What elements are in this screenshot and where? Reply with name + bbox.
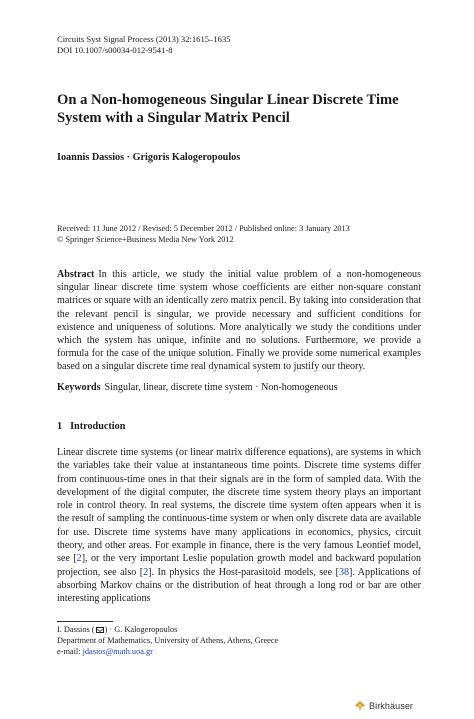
email-label: e-mail:: [57, 646, 81, 656]
paper-title: [57, 92, 427, 127]
abstract: [57, 268, 421, 374]
email-line: [57, 647, 278, 658]
doi-line: DOI 10.1007/s00034-012-9541-8: [57, 45, 173, 55]
section-title: Introduction: [70, 421, 126, 432]
email-link[interactable]: jdasios@math.uoa.gr: [82, 646, 153, 656]
title-line-1: On a Non-homogeneous Singular Linear Discrete Time: [57, 92, 399, 108]
footnote-authors-suffix: ) · G. Kalogeropoulos: [104, 625, 178, 634]
citation-link[interactable]: 2: [143, 566, 149, 578]
section-heading: [57, 421, 125, 432]
footnote-authors: [57, 625, 278, 636]
section-number: 1: [57, 421, 63, 432]
citation-link[interactable]: 2: [76, 553, 82, 565]
affiliation: Department of Mathematics, University of Athens, Athens, Greece: [57, 635, 279, 645]
intro-text-1: Linear discrete time systems (or linear matrix difference equations), are systems in which the variables take their value at instantaneous time points. Discrete time systems differ from continuous-time ones in that their signals are in the form of sampled data. With the development of the digital computer, the discrete time system theory plays an important role in control theory. In real systems, the discrete time system often appears when it is the result of sampling the continuous-time system or when only discrete data are available for use. Discrete time systems have many applications in economics, physics, circuit theory, and other areas. For example in finance, there is the very famous Leontief model, see [: [57, 447, 421, 565]
footnote-rule: [57, 621, 113, 622]
keywords-label: Keywords: [57, 382, 101, 393]
publisher-mark: [354, 700, 413, 712]
footnote: [57, 625, 278, 657]
footnote-authors-prefix: I. Dassios (: [57, 625, 95, 634]
abstract-text: In this article, we study the initial value problem of a non-homogeneous singular linear discrete time system whose coefficients are either non-square constant matrices or square with an identically zero matrix pencil. By taking into consideration that the relevant pencil is singular, we provide necessary and sufficient conditions for existence and uniqueness of solutions. More analytically we study the conditions under which the system has unique, infinite and no solutions. Furthermore, we provide a formula for the case of the unique solution. Finally we provide some numerical examples based on a singular discrete time real dynamical system to justify our theory.: [57, 269, 421, 373]
introduction-paragraph: [57, 446, 421, 606]
envelope-icon: [96, 627, 104, 633]
journal-header: [57, 34, 231, 56]
keywords-text: Singular, linear, discrete time system · Non-homogeneous: [104, 382, 338, 393]
abstract-label: Abstract: [57, 269, 95, 280]
copyright-line: © Springer Science+Business Media New York 2012: [57, 235, 234, 244]
publisher-name: Birkhäuser: [369, 701, 414, 711]
journal-citation: Circuits Syst Signal Process (2013) 32:1615–1635: [57, 34, 231, 44]
intro-text-3: ]. In physics the Host-parasitoid models, see [: [148, 566, 339, 578]
keywords: [57, 382, 338, 393]
publication-dates: [57, 223, 350, 245]
citation-link[interactable]: 38: [338, 566, 349, 578]
author-list: Ioannis Dassios · Grigoris Kalogeropoulos: [57, 152, 241, 163]
birkhauser-logo-icon: [354, 700, 366, 712]
received-revised-published: Received: 11 June 2012 / Revised: 5 December 2012 / Published online: 3 January 2013: [57, 224, 350, 233]
title-line-2: System with a Singular Matrix Pencil: [57, 109, 290, 126]
intro-text-4: ]. Applications of absorbing Markov chains or the distribution of heat through a long rod or bar are other interesting applications: [57, 566, 421, 605]
intro-text-2: ], or the very important Leslie population growth model and backward population projection, see also [: [57, 553, 421, 578]
